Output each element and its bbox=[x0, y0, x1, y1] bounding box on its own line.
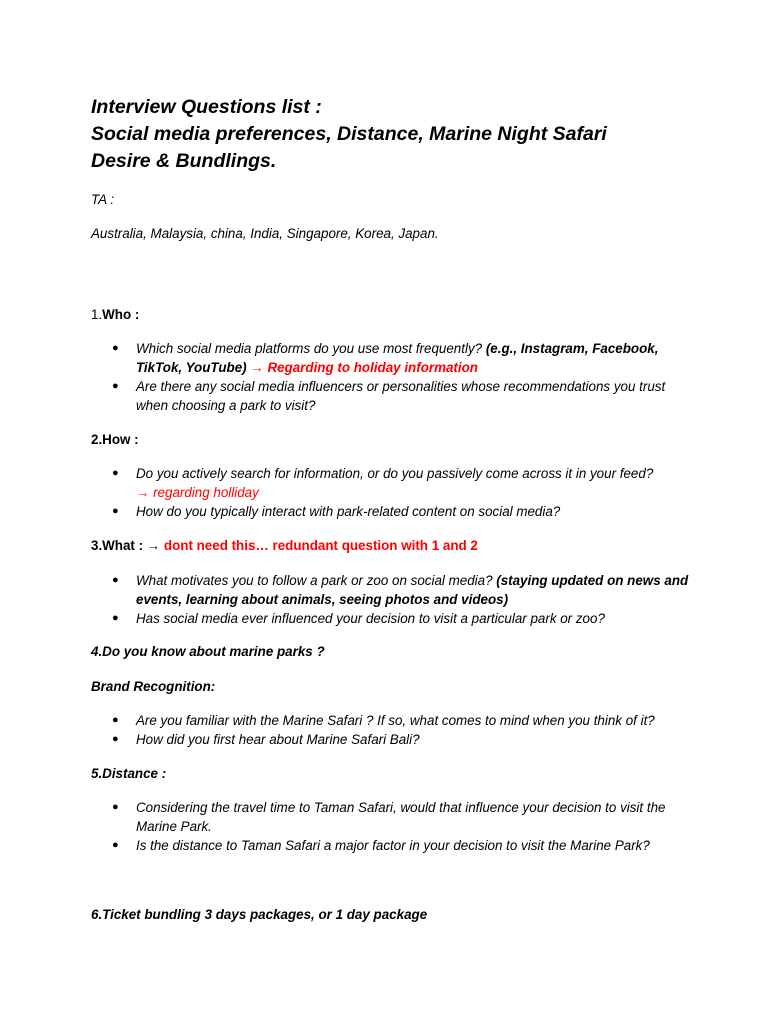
question-text: Which social media platforms do you use most frequently? bbox=[136, 341, 486, 356]
brand-recognition-heading: Brand Recognition: bbox=[91, 679, 216, 694]
list-item: ● Has social media ever influenced your decision to visit a particular park or zoo? bbox=[91, 609, 691, 628]
section-3-title: 3.What : → bbox=[91, 538, 164, 553]
list-item bbox=[91, 339, 691, 377]
section-5-list bbox=[91, 798, 691, 855]
section-1-title: Who : bbox=[102, 307, 140, 322]
section-5-heading: 5.Distance : bbox=[91, 766, 167, 781]
list-item: ● How did you first hear about Marine Safari Bali? bbox=[91, 730, 691, 749]
list-item bbox=[91, 571, 691, 609]
question-text: What motivates you to follow a park or zoo on social media? bbox=[136, 573, 497, 588]
ta-countries: Australia, Malaysia, china, India, Singapore, Korea, Japan. bbox=[91, 226, 439, 241]
question-examples: (staying updated on news and events, learning about animals, seeing photos and videos) bbox=[136, 573, 689, 607]
section-2-heading: 2.How : bbox=[91, 432, 139, 447]
ta-label: TA : bbox=[91, 192, 115, 207]
list-item: ● Are there any social media influencers or personalities whose recommendations you trust when choosing a park to visit? bbox=[91, 377, 691, 415]
list-item: ● How do you typically interact with park-related content on social media? bbox=[91, 502, 691, 521]
section-1-list bbox=[91, 339, 691, 415]
section-1-heading bbox=[91, 305, 139, 324]
list-item: ● Is the distance to Taman Safari a major factor in your decision to visit the Marine Park? bbox=[91, 836, 691, 855]
section-4-list bbox=[91, 711, 691, 749]
list-item bbox=[91, 464, 691, 502]
annotation-note: dont need this… redundant question with 1 and 2 bbox=[163, 538, 478, 553]
title-line-3: Desire & Bundlings. bbox=[91, 150, 277, 172]
section-3-heading bbox=[91, 536, 478, 555]
title-line-1: Interview Questions list : bbox=[91, 96, 322, 118]
question-text: Do you actively search for information, or do you passively come across it in your feed? bbox=[136, 466, 654, 481]
document-title bbox=[91, 94, 731, 175]
list-item: ● Are you familiar with the Marine Safari ? If so, what comes to mind when you think of it? bbox=[91, 711, 691, 730]
section-3-list bbox=[91, 571, 691, 628]
annotation-note: → regarding holliday bbox=[136, 485, 259, 500]
annotation-note: → Regarding to holiday information bbox=[246, 360, 478, 375]
section-4-heading: 4.Do you know about marine parks ? bbox=[91, 644, 325, 659]
section-2-list bbox=[91, 464, 691, 521]
section-6-heading: 6.Ticket bundling 3 days packages, or 1 day package bbox=[91, 907, 428, 922]
section-1-number: 1. bbox=[91, 307, 103, 322]
list-item: ● Considering the travel time to Taman Safari, would that influence your decision to visit the Marine Park. bbox=[91, 798, 691, 836]
question-examples: (e.g., Instagram, Facebook, TikTok, YouTube) bbox=[136, 341, 659, 375]
title-line-2: Social media preferences, Distance, Marine Night Safari bbox=[91, 123, 607, 145]
